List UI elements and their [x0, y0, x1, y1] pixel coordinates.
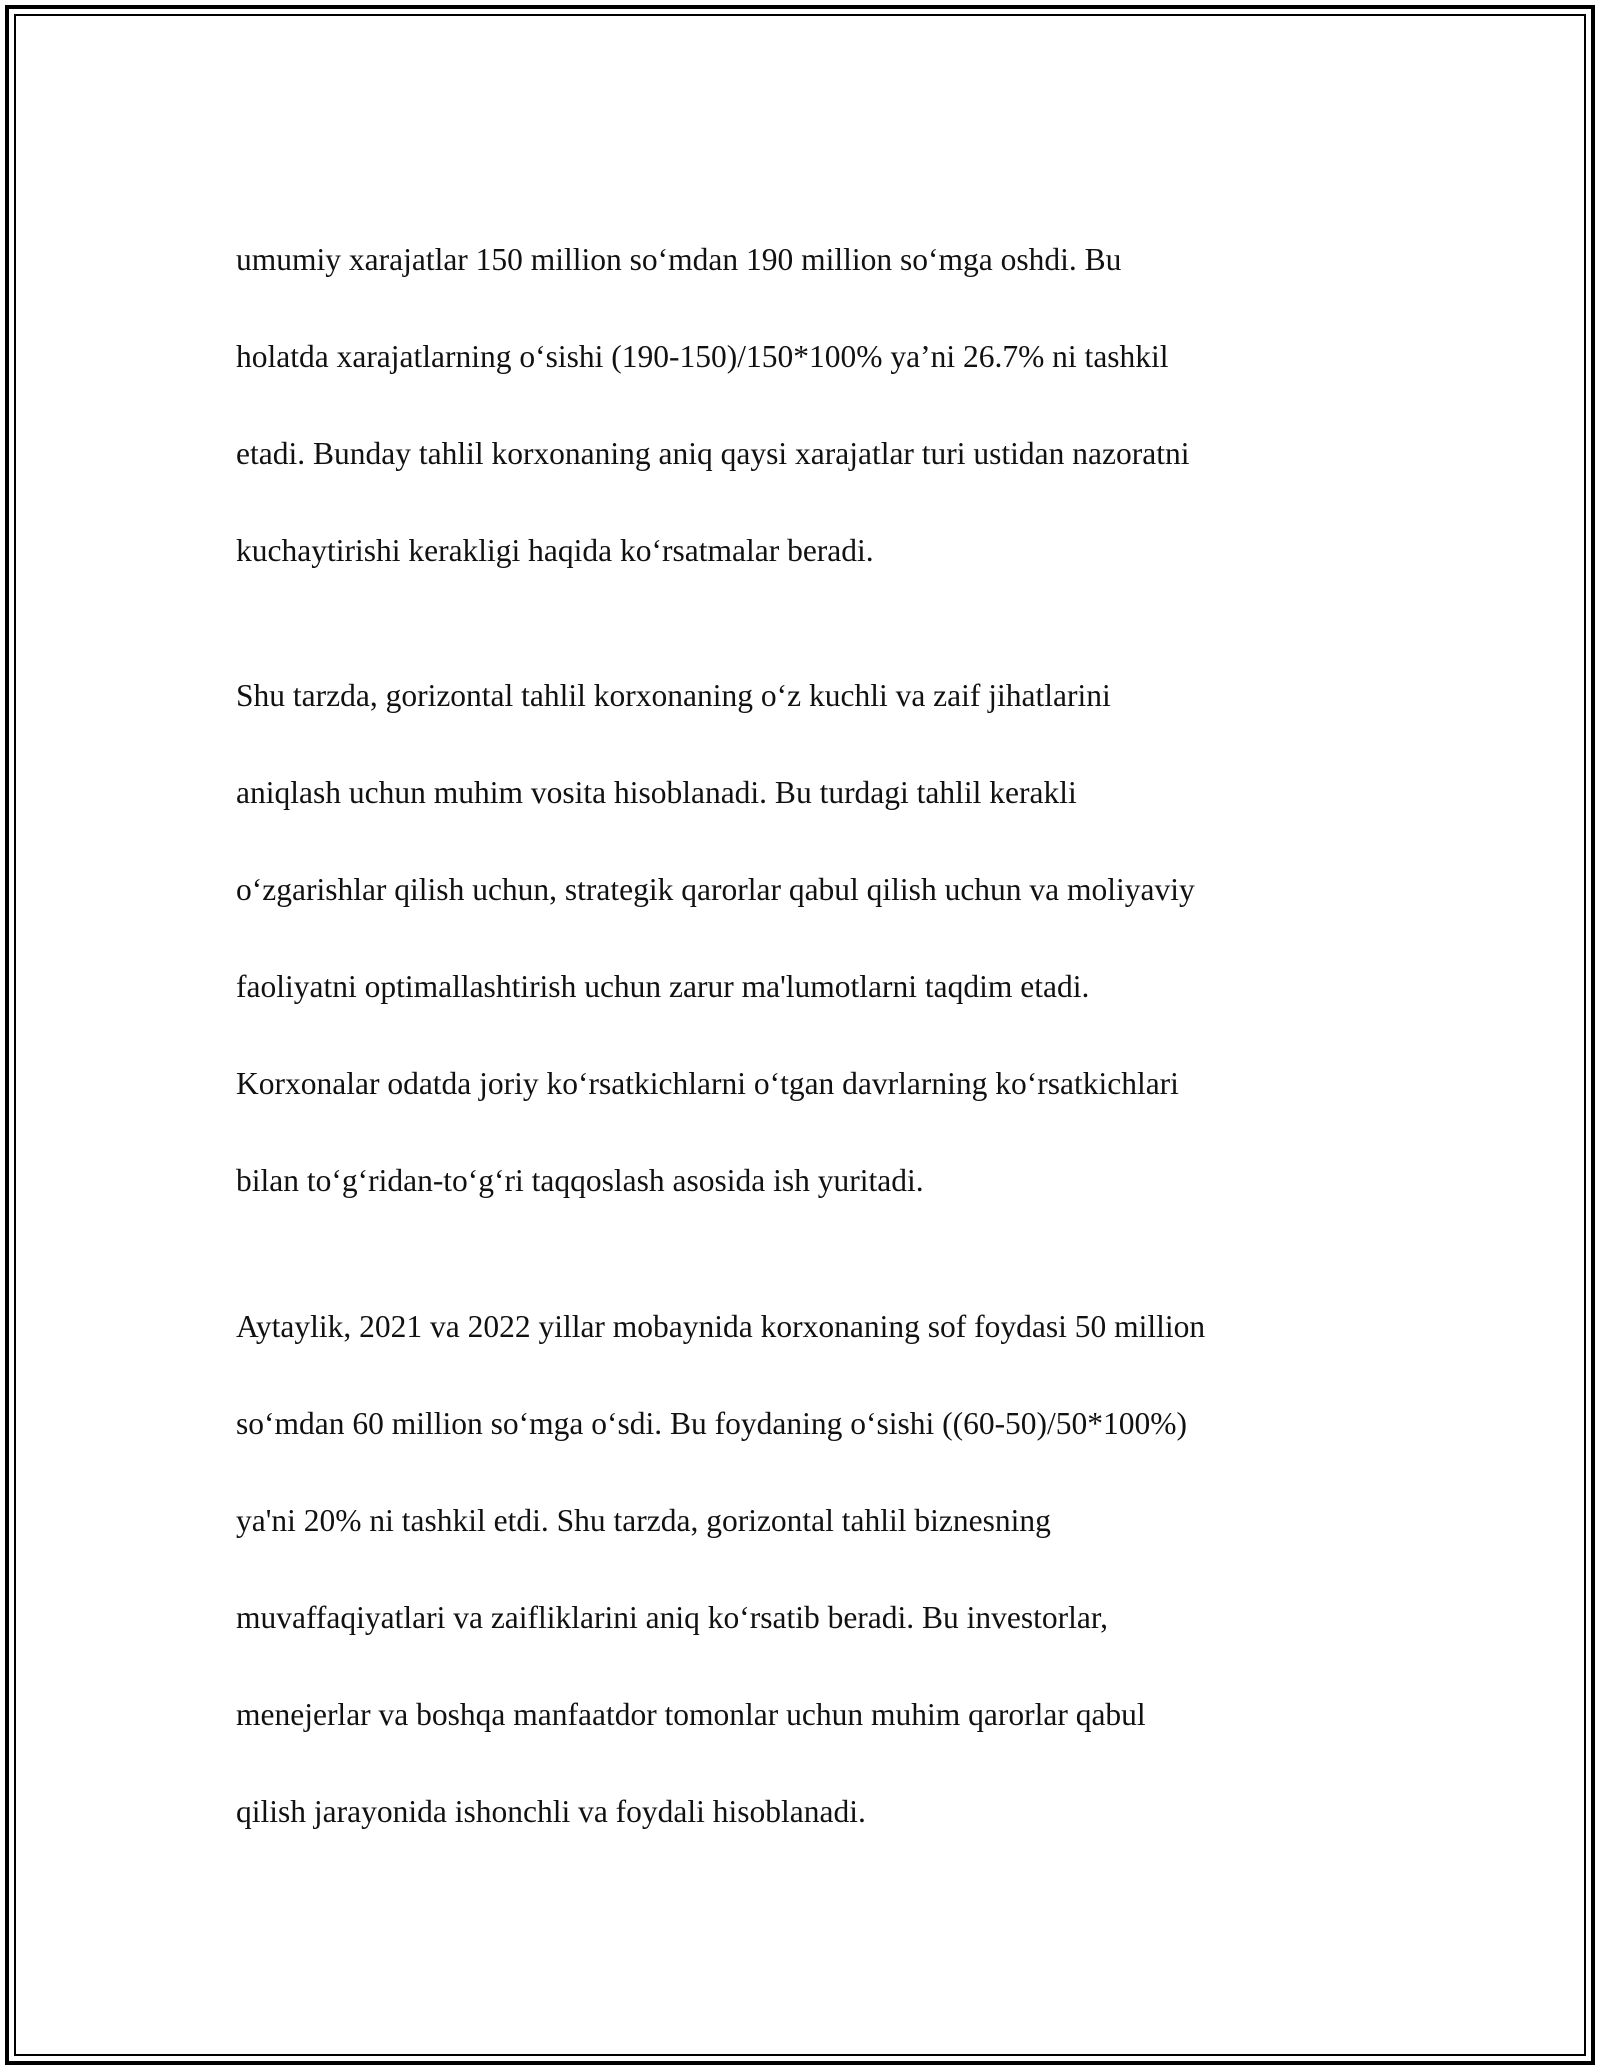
paragraph-line: so‘mdan 60 million so‘mga o‘sdi. Bu foydaning o‘sishi ((60-50)/50*100%) [236, 1405, 1188, 1441]
paragraph-line: o‘zgarishlar qilish uchun, strategik qarorlar qabul qilish uchun va moliyaviy [236, 872, 1195, 907]
paragraph-line: muvaffaqiyatlari va zaifliklarini aniq ko‘rsatib beradi. Bu investorlar, [236, 1599, 1108, 1635]
paragraph-line: holatda xarajatlarning o‘sishi (190-150)/150*100% ya’ni 26.7% ni tashkil [236, 338, 1169, 374]
paragraph-line: Shu tarzda, gorizontal tahlil korxonaning o‘z kuchli va zaif jihatlarini [236, 678, 1111, 713]
paragraph-line: bilan to‘g‘ridan-to‘g‘ri taqqoslash asosida ish yuritadi. [236, 1163, 924, 1198]
paragraph-line: aniqlash uchun muhim vosita hisoblanadi. Bu turdagi tahlil kerakli [236, 775, 1077, 810]
paragraph-line: Korxonalar odatda joriy ko‘rsatkichlarni o‘tgan davrlarning ko‘rsatkichlari [236, 1066, 1179, 1101]
paragraph-line: kuchaytirishi kerakligi haqida ko‘rsatmalar beradi. [236, 532, 874, 568]
paragraph-line: qilish jarayonida ishonchli va foydali hisoblanadi. [236, 1793, 866, 1829]
paragraph-2 [236, 624, 1386, 1206]
paragraph-line: etadi. Bunday tahlil korxonaning aniq qaysi xarajatlar turi ustidan nazoratni [236, 435, 1190, 471]
document-body [236, 187, 1386, 1885]
paragraph-line: faoliyatni optimallashtirish uchun zarur ma'lumotlarni taqdim etadi. [236, 969, 1090, 1004]
paragraph-3 [236, 1254, 1386, 1836]
paragraph-line: menejerlar va boshqa manfaatdor tomonlar uchun muhim qarorlar qabul [236, 1696, 1146, 1732]
paragraph-line: umumiy xarajatlar 150 million so‘mdan 190 million so‘mga oshdi. Bu [236, 241, 1122, 277]
paragraph-line: Aytaylik, 2021 va 2022 yillar mobaynida korxonaning sof foydasi 50 million [236, 1308, 1206, 1344]
paragraph-1 [236, 187, 1386, 575]
paragraph-line: ya'ni 20% ni tashkil etdi. Shu tarzda, gorizontal tahlil biznesning [236, 1502, 1051, 1538]
